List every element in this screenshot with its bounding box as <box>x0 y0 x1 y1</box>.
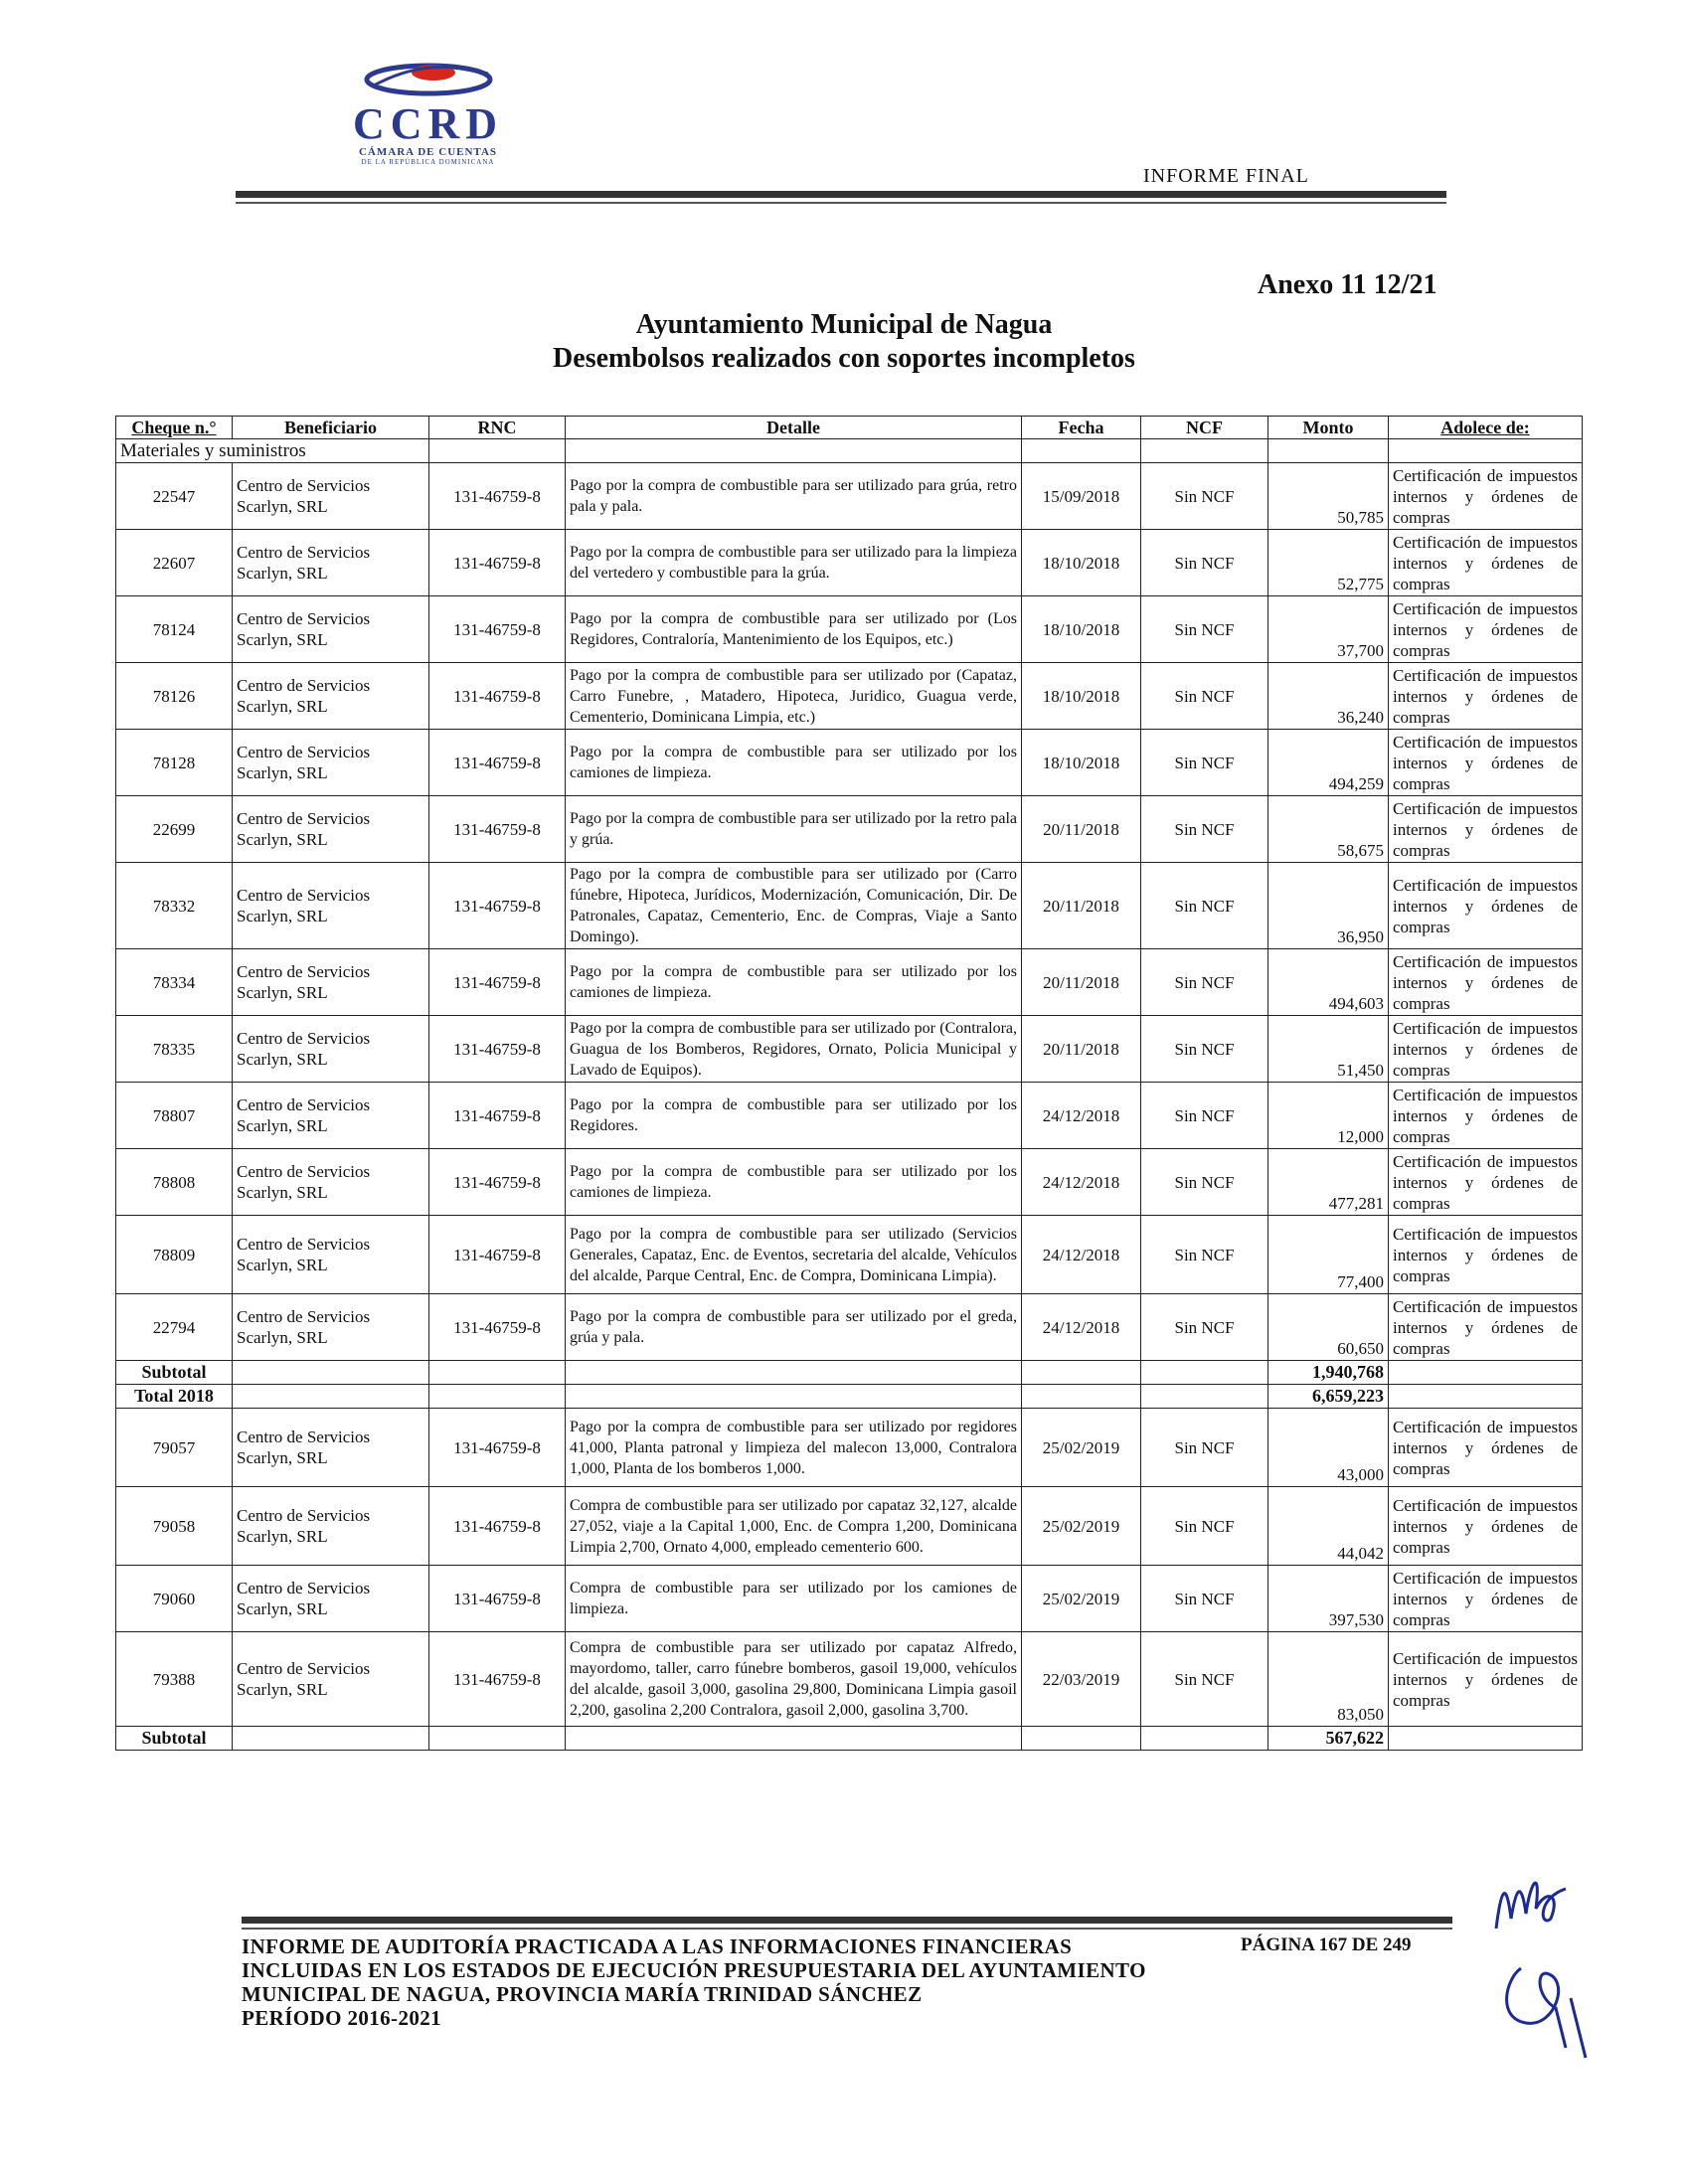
col-header-fecha: Fecha <box>1022 417 1141 439</box>
cell-beneficiario: Centro de Servicios Scarlyn, SRL <box>233 530 429 596</box>
cell-rnc: 131-46759-8 <box>429 663 566 730</box>
cell-monto: 60,650 <box>1268 1294 1389 1361</box>
table-row <box>116 949 1583 1016</box>
table-row <box>116 796 1583 863</box>
cell-monto: 12,000 <box>1268 1083 1389 1149</box>
total-row <box>116 1385 1583 1409</box>
cell-cheque: 79058 <box>116 1487 233 1566</box>
cell-cheque: 78807 <box>116 1083 233 1149</box>
total-row-amount: 6,659,223 <box>1268 1385 1389 1409</box>
cell-rnc: 131-46759-8 <box>429 1566 566 1632</box>
cell-monto: 397,530 <box>1268 1566 1389 1632</box>
cell-detalle: Pago por la compra de combustible para ser utilizado por regidores 41,000, Planta patronal y limpieza del malecon 13,000, Contralora 1,000, Planta de los bomberos 1,000. <box>566 1409 1022 1487</box>
col-header-monto: Monto <box>1268 417 1389 439</box>
cell-adolece: Certificación de impuestos internos y órdenes de compras <box>1389 1409 1583 1487</box>
cell-beneficiario: Centro de Servicios Scarlyn, SRL <box>233 1487 429 1566</box>
cell-ncf: Sin NCF <box>1141 1566 1268 1632</box>
subtotal-row-label: Subtotal <box>116 1361 233 1385</box>
cell-rnc: 131-46759-8 <box>429 1216 566 1294</box>
cell-monto: 494,259 <box>1268 730 1389 796</box>
annex-label: Anexo 11 12/21 <box>1258 269 1437 300</box>
cell-beneficiario: Centro de Servicios Scarlyn, SRL <box>233 1294 429 1361</box>
cell-fecha: 20/11/2018 <box>1022 796 1141 863</box>
cell-beneficiario: Centro de Servicios Scarlyn, SRL <box>233 1016 429 1083</box>
empty-cell <box>429 1385 566 1409</box>
empty-cell <box>1389 1361 1583 1385</box>
table-header-row <box>116 417 1583 439</box>
cell-adolece: Certificación de impuestos internos y órdenes de compras <box>1389 663 1583 730</box>
cell-beneficiario: Centro de Servicios Scarlyn, SRL <box>233 1409 429 1487</box>
cell-cheque: 79060 <box>116 1566 233 1632</box>
cell-adolece: Certificación de impuestos internos y órdenes de compras <box>1389 1149 1583 1216</box>
footer-line-2: INCLUIDAS EN LOS ESTADOS DE EJECUCIÓN PRESUPUESTARIA DEL AYUNTAMIENTO <box>242 1958 1146 1982</box>
cell-rnc: 131-46759-8 <box>429 796 566 863</box>
col-header-cheque: Cheque n.° <box>116 417 233 439</box>
cell-fecha: 20/11/2018 <box>1022 949 1141 1016</box>
footer-line-3: MUNICIPAL DE NAGUA, PROVINCIA MARÍA TRINIDAD SÁNCHEZ <box>242 1982 923 2006</box>
table-row <box>116 463 1583 530</box>
disbursements-table <box>115 416 1583 1751</box>
cell-fecha: 20/11/2018 <box>1022 1016 1141 1083</box>
cell-cheque: 78335 <box>116 1016 233 1083</box>
footer-rule-thin <box>242 1928 1452 1930</box>
cell-rnc: 131-46759-8 <box>429 949 566 1016</box>
cell-beneficiario: Centro de Servicios Scarlyn, SRL <box>233 863 429 949</box>
cell-monto: 77,400 <box>1268 1216 1389 1294</box>
cell-rnc: 131-46759-8 <box>429 1083 566 1149</box>
table-row <box>116 1294 1583 1361</box>
cell-rnc: 131-46759-8 <box>429 730 566 796</box>
cell-fecha: 25/02/2019 <box>1022 1409 1141 1487</box>
cell-cheque: 22699 <box>116 796 233 863</box>
cell-rnc: 131-46759-8 <box>429 463 566 530</box>
cell-detalle: Compra de combustible para ser utilizado por los camiones de limpieza. <box>566 1566 1022 1632</box>
cell-fecha: 22/03/2019 <box>1022 1632 1141 1727</box>
header-rule <box>236 191 1446 198</box>
table-row <box>116 730 1583 796</box>
cell-beneficiario: Centro de Servicios Scarlyn, SRL <box>233 1083 429 1149</box>
header-label: INFORME FINAL <box>1143 165 1309 187</box>
empty-cell <box>233 1385 429 1409</box>
cell-ncf: Sin NCF <box>1141 1216 1268 1294</box>
cell-rnc: 131-46759-8 <box>429 1149 566 1216</box>
cell-fecha: 24/12/2018 <box>1022 1294 1141 1361</box>
cell-cheque: 78808 <box>116 1149 233 1216</box>
cell-ncf: Sin NCF <box>1141 463 1268 530</box>
cell-rnc: 131-46759-8 <box>429 1487 566 1566</box>
table-row <box>116 596 1583 663</box>
cell-cheque: 22794 <box>116 1294 233 1361</box>
cell-fecha: 18/10/2018 <box>1022 530 1141 596</box>
empty-cell <box>1141 1727 1268 1751</box>
cell-cheque: 22547 <box>116 463 233 530</box>
cell-ncf: Sin NCF <box>1141 1016 1268 1083</box>
cell-adolece: Certificación de impuestos internos y órdenes de compras <box>1389 863 1583 949</box>
cell-ncf: Sin NCF <box>1141 949 1268 1016</box>
cell-rnc: 131-46759-8 <box>429 1294 566 1361</box>
cell-beneficiario: Centro de Servicios Scarlyn, SRL <box>233 730 429 796</box>
table-row <box>116 1409 1583 1487</box>
section-row <box>116 439 1583 463</box>
table-row <box>116 1149 1583 1216</box>
cell-adolece: Certificación de impuestos internos y órdenes de compras <box>1389 1487 1583 1566</box>
empty-cell <box>566 1727 1022 1751</box>
cell-adolece: Certificación de impuestos internos y órdenes de compras <box>1389 730 1583 796</box>
total-row-label: Total 2018 <box>116 1385 233 1409</box>
cell-beneficiario: Centro de Servicios Scarlyn, SRL <box>233 1149 429 1216</box>
cell-adolece: Certificación de impuestos internos y órdenes de compras <box>1389 949 1583 1016</box>
cell-cheque: 79388 <box>116 1632 233 1727</box>
cell-ncf: Sin NCF <box>1141 796 1268 863</box>
cell-monto: 44,042 <box>1268 1487 1389 1566</box>
cell-beneficiario: Centro de Servicios Scarlyn, SRL <box>233 596 429 663</box>
page-number: PÁGINA 167 DE 249 <box>1241 1934 1412 1955</box>
cell-detalle: Pago por la compra de combustible para ser utilizado por los camiones de limpieza. <box>566 949 1022 1016</box>
empty-cell <box>1389 1385 1583 1409</box>
cell-beneficiario: Centro de Servicios Scarlyn, SRL <box>233 949 429 1016</box>
cell-detalle: Pago por la compra de combustible para ser utilizado por los Regidores. <box>566 1083 1022 1149</box>
cell-beneficiario: Centro de Servicios Scarlyn, SRL <box>233 1566 429 1632</box>
cell-detalle: Pago por la compra de combustible para ser utilizado para la limpieza del vertedero y combustible para la grúa. <box>566 530 1022 596</box>
cell-detalle: Pago por la compra de combustible para ser utilizado por (Contralora, Guagua de los Bomberos, Regidores, Ornato, Policia Municipal y Lavado de Equipos). <box>566 1016 1022 1083</box>
cell-detalle: Pago por la compra de combustible para ser utilizado por (Los Regidores, Contraloría, Mantenimiento de los Equipos, etc.) <box>566 596 1022 663</box>
logo-line-2: DE LA REPÚBLICA DOMINICANA <box>361 158 495 166</box>
col-header-ncf: NCF <box>1141 417 1268 439</box>
cell-adolece: Certificación de impuestos internos y órdenes de compras <box>1389 1016 1583 1083</box>
cell-adolece: Certificación de impuestos internos y órdenes de compras <box>1389 530 1583 596</box>
cell-ncf: Sin NCF <box>1141 1632 1268 1727</box>
cell-cheque: 78809 <box>116 1216 233 1294</box>
cell-monto: 36,240 <box>1268 663 1389 730</box>
empty-cell <box>233 1361 429 1385</box>
cell-rnc: 131-46759-8 <box>429 863 566 949</box>
table-row <box>116 1216 1583 1294</box>
cell-ncf: Sin NCF <box>1141 1409 1268 1487</box>
ccrd-logo <box>316 58 540 167</box>
cell-beneficiario: Centro de Servicios Scarlyn, SRL <box>233 796 429 863</box>
cell-ncf: Sin NCF <box>1141 1294 1268 1361</box>
empty-cell <box>566 1361 1022 1385</box>
col-header-adolece: Adolece de: <box>1389 417 1583 439</box>
empty-cell <box>566 1385 1022 1409</box>
subtotal-row-amount: 567,622 <box>1268 1727 1389 1751</box>
cell-monto: 52,775 <box>1268 530 1389 596</box>
cell-fecha: 18/10/2018 <box>1022 663 1141 730</box>
cell-detalle: Compra de combustible para ser utilizado por capataz 32,127, alcalde 27,052, viaje a la Capital 1,000, Enc. de Compra 1,200, Dominicana Limpia 2,700, Ornato 4,000, empleado cementerio 600. <box>566 1487 1022 1566</box>
cell-adolece: Certificación de impuestos internos y órdenes de compras <box>1389 1083 1583 1149</box>
table-row <box>116 1016 1583 1083</box>
subtotal-row-amount: 1,940,768 <box>1268 1361 1389 1385</box>
cell-detalle: Pago por la compra de combustible para ser utilizado por (Capataz, Carro Funebre, , Matadero, Hipoteca, Juridico, Guagua verde, Cementerio, Dominicana Limpia, etc.) <box>566 663 1022 730</box>
cell-monto: 477,281 <box>1268 1149 1389 1216</box>
cell-cheque: 78334 <box>116 949 233 1016</box>
cell-monto: 83,050 <box>1268 1632 1389 1727</box>
cell-detalle: Pago por la compra de combustible para ser utilizado por la retro pala y grúa. <box>566 796 1022 863</box>
col-header-rnc: RNC <box>429 417 566 439</box>
cell-fecha: 15/09/2018 <box>1022 463 1141 530</box>
empty-cell <box>429 1727 566 1751</box>
table-row <box>116 863 1583 949</box>
cell-adolece: Certificación de impuestos internos y órdenes de compras <box>1389 1294 1583 1361</box>
cell-cheque: 78124 <box>116 596 233 663</box>
cell-detalle: Compra de combustible para ser utilizado por capataz Alfredo, mayordomo, taller, carro fúnebre bomberos, gasoil 19,000, vehículos del alcalde, gasoil 3,000, gasolina 29,800, Dominicana Limpia gasoil 2,200, gasolina 2,200 Contralora, gasoil 2,000, gasolina 3,700. <box>566 1632 1022 1727</box>
subtotal-row <box>116 1727 1583 1751</box>
logo-mark-icon <box>354 58 503 97</box>
cell-monto: 51,450 <box>1268 1016 1389 1083</box>
cell-monto: 37,700 <box>1268 596 1389 663</box>
cell-ncf: Sin NCF <box>1141 596 1268 663</box>
handwritten-initials <box>1476 1849 1625 2068</box>
empty-cell <box>1022 1385 1141 1409</box>
cell-monto: 494,603 <box>1268 949 1389 1016</box>
table-row <box>116 1083 1583 1149</box>
cell-monto: 43,000 <box>1268 1409 1389 1487</box>
cell-ncf: Sin NCF <box>1141 663 1268 730</box>
footer-line-4: PERÍODO 2016-2021 <box>242 2006 442 2030</box>
empty-cell <box>233 1727 429 1751</box>
cell-adolece: Certificación de impuestos internos y órdenes de compras <box>1389 1216 1583 1294</box>
cell-ncf: Sin NCF <box>1141 1487 1268 1566</box>
cell-detalle: Pago por la compra de combustible para ser utilizado por los camiones de limpieza. <box>566 1149 1022 1216</box>
cell-monto: 58,675 <box>1268 796 1389 863</box>
cell-cheque: 78128 <box>116 730 233 796</box>
table-row <box>116 530 1583 596</box>
table-row <box>116 1487 1583 1566</box>
empty-cell <box>429 1361 566 1385</box>
cell-detalle: Pago por la compra de combustible para ser utilizado (Servicios Generales, Capataz, Enc. de Eventos, secretaria del alcalde, Vehículos del alcalde, Parque Central, Enc. de Compra, Dominicana Limpia). <box>566 1216 1022 1294</box>
subtotal-row-label: Subtotal <box>116 1727 233 1751</box>
footer-rule <box>242 1917 1452 1924</box>
cell-beneficiario: Centro de Servicios Scarlyn, SRL <box>233 1632 429 1727</box>
cell-monto: 36,950 <box>1268 863 1389 949</box>
cell-beneficiario: Centro de Servicios Scarlyn, SRL <box>233 663 429 730</box>
cell-ncf: Sin NCF <box>1141 863 1268 949</box>
footer-line-1: INFORME DE AUDITORÍA PRACTICADA A LAS INFORMACIONES FINANCIERAS <box>242 1934 1073 1958</box>
table-row <box>116 1632 1583 1727</box>
cell-detalle: Pago por la compra de combustible para ser utilizado por (Carro fúnebre, Hipoteca, Jurídicos, Modernización, Comunicación, Dir. De Patronales, Capataz, Cementerio, Enc. de Compras, Viaje a Santo Domingo). <box>566 863 1022 949</box>
cell-cheque: 78332 <box>116 863 233 949</box>
cell-rnc: 131-46759-8 <box>429 530 566 596</box>
logo-acronym: CCRD <box>352 99 504 148</box>
cell-fecha: 24/12/2018 <box>1022 1149 1141 1216</box>
cell-fecha: 18/10/2018 <box>1022 730 1141 796</box>
cell-cheque: 79057 <box>116 1409 233 1487</box>
col-header-beneficiario: Beneficiario <box>233 417 429 439</box>
cell-detalle: Pago por la compra de combustible para ser utilizado para grúa, retro pala y pala. <box>566 463 1022 530</box>
cell-ncf: Sin NCF <box>1141 1083 1268 1149</box>
table-row <box>116 1566 1583 1632</box>
empty-cell <box>1022 1727 1141 1751</box>
cell-adolece: Certificación de impuestos internos y órdenes de compras <box>1389 463 1583 530</box>
cell-beneficiario: Centro de Servicios Scarlyn, SRL <box>233 463 429 530</box>
subtotal-row <box>116 1361 1583 1385</box>
cell-rnc: 131-46759-8 <box>429 1632 566 1727</box>
cell-detalle: Pago por la compra de combustible para ser utilizado por los camiones de limpieza. <box>566 730 1022 796</box>
footer-report-title <box>242 1934 1146 2030</box>
cell-cheque: 78126 <box>116 663 233 730</box>
empty-cell <box>1141 1361 1268 1385</box>
section-label: Materiales y suministros <box>116 439 429 463</box>
cell-fecha: 20/11/2018 <box>1022 863 1141 949</box>
cell-rnc: 131-46759-8 <box>429 596 566 663</box>
page-title: Ayuntamiento Municipal de Nagua <box>635 309 1053 340</box>
cell-detalle: Pago por la compra de combustible para ser utilizado por el greda, grúa y pala. <box>566 1294 1022 1361</box>
logo-line-1: CÁMARA DE CUENTAS <box>358 146 498 158</box>
col-header-detalle: Detalle <box>566 417 1022 439</box>
cell-fecha: 18/10/2018 <box>1022 596 1141 663</box>
empty-cell <box>1022 1361 1141 1385</box>
cell-adolece: Certificación de impuestos internos y órdenes de compras <box>1389 796 1583 863</box>
cell-fecha: 24/12/2018 <box>1022 1083 1141 1149</box>
header-rule-thin <box>236 202 1446 204</box>
cell-adolece: Certificación de impuestos internos y órdenes de compras <box>1389 1566 1583 1632</box>
cell-fecha: 24/12/2018 <box>1022 1216 1141 1294</box>
cell-adolece: Certificación de impuestos internos y órdenes de compras <box>1389 596 1583 663</box>
empty-cell <box>1141 1385 1268 1409</box>
cell-ncf: Sin NCF <box>1141 1149 1268 1216</box>
cell-monto: 50,785 <box>1268 463 1389 530</box>
table-row <box>116 663 1583 730</box>
cell-rnc: 131-46759-8 <box>429 1409 566 1487</box>
cell-beneficiario: Centro de Servicios Scarlyn, SRL <box>233 1216 429 1294</box>
cell-ncf: Sin NCF <box>1141 730 1268 796</box>
cell-fecha: 25/02/2019 <box>1022 1487 1141 1566</box>
cell-adolece: Certificación de impuestos internos y órdenes de compras <box>1389 1632 1583 1727</box>
page-subtitle: Desembolsos realizados con soportes incompletos <box>553 343 1135 374</box>
cell-ncf: Sin NCF <box>1141 530 1268 596</box>
cell-rnc: 131-46759-8 <box>429 1016 566 1083</box>
empty-cell <box>1389 1727 1583 1751</box>
cell-cheque: 22607 <box>116 530 233 596</box>
cell-fecha: 25/02/2019 <box>1022 1566 1141 1632</box>
